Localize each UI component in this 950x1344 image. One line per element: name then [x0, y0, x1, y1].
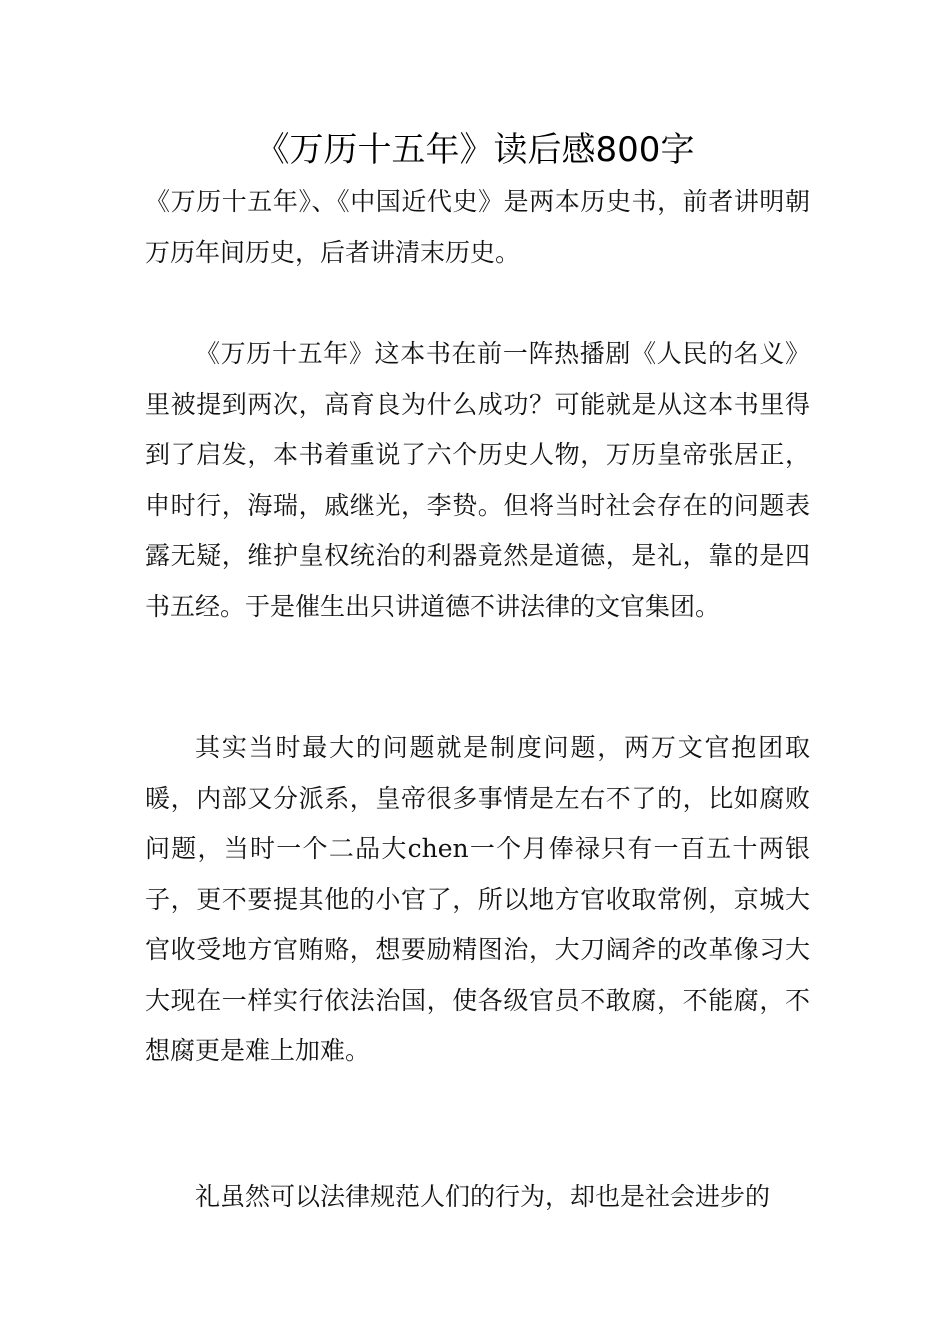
paragraph-2: 《万历十五年》这本书在前一阵热播剧《人民的名义》里被提到两次，高育良为什么成功？可能就是从这本书里得到了启发，本书着重说了六个历史人物，万历皇帝张居正，申时行，海瑞，戚继光，李贽。但将当时社会存在的问题表露无疑，维护皇权统治的利器竟然是道德，是礼，靠的是四书五经。于是催生出只讲道德不讲法律的文官集团。 [145, 339, 810, 621]
paragraph-3: 其实当时最大的问题就是制度问题，两万文官抱团取暖，内部又分派系，皇帝很多事情是左右不了的，比如腐败问题，当时一个二品大chen一个月俸禄只有一百五十两银子，更不要提其他的小官了，所以地方官收取常例，京城大官收受地方官贿赂，想要励精图治，大刀阔斧的改革像习大大现在一样实行依法治国，使各级官员不敢腐，不能腐，不想腐更是难上加难。 [145, 733, 810, 1065]
paragraph-1: 《万历十五年》、《中国近代史》是两本历史书，前者讲明朝万历年间历史，后者讲清末历史。 [145, 187, 810, 267]
document-title: 《万历十五年》读后感800字 [255, 130, 695, 170]
paragraph-4: 礼虽然可以法律规范人们的行为，却也是社会进步的 [195, 1182, 771, 1211]
